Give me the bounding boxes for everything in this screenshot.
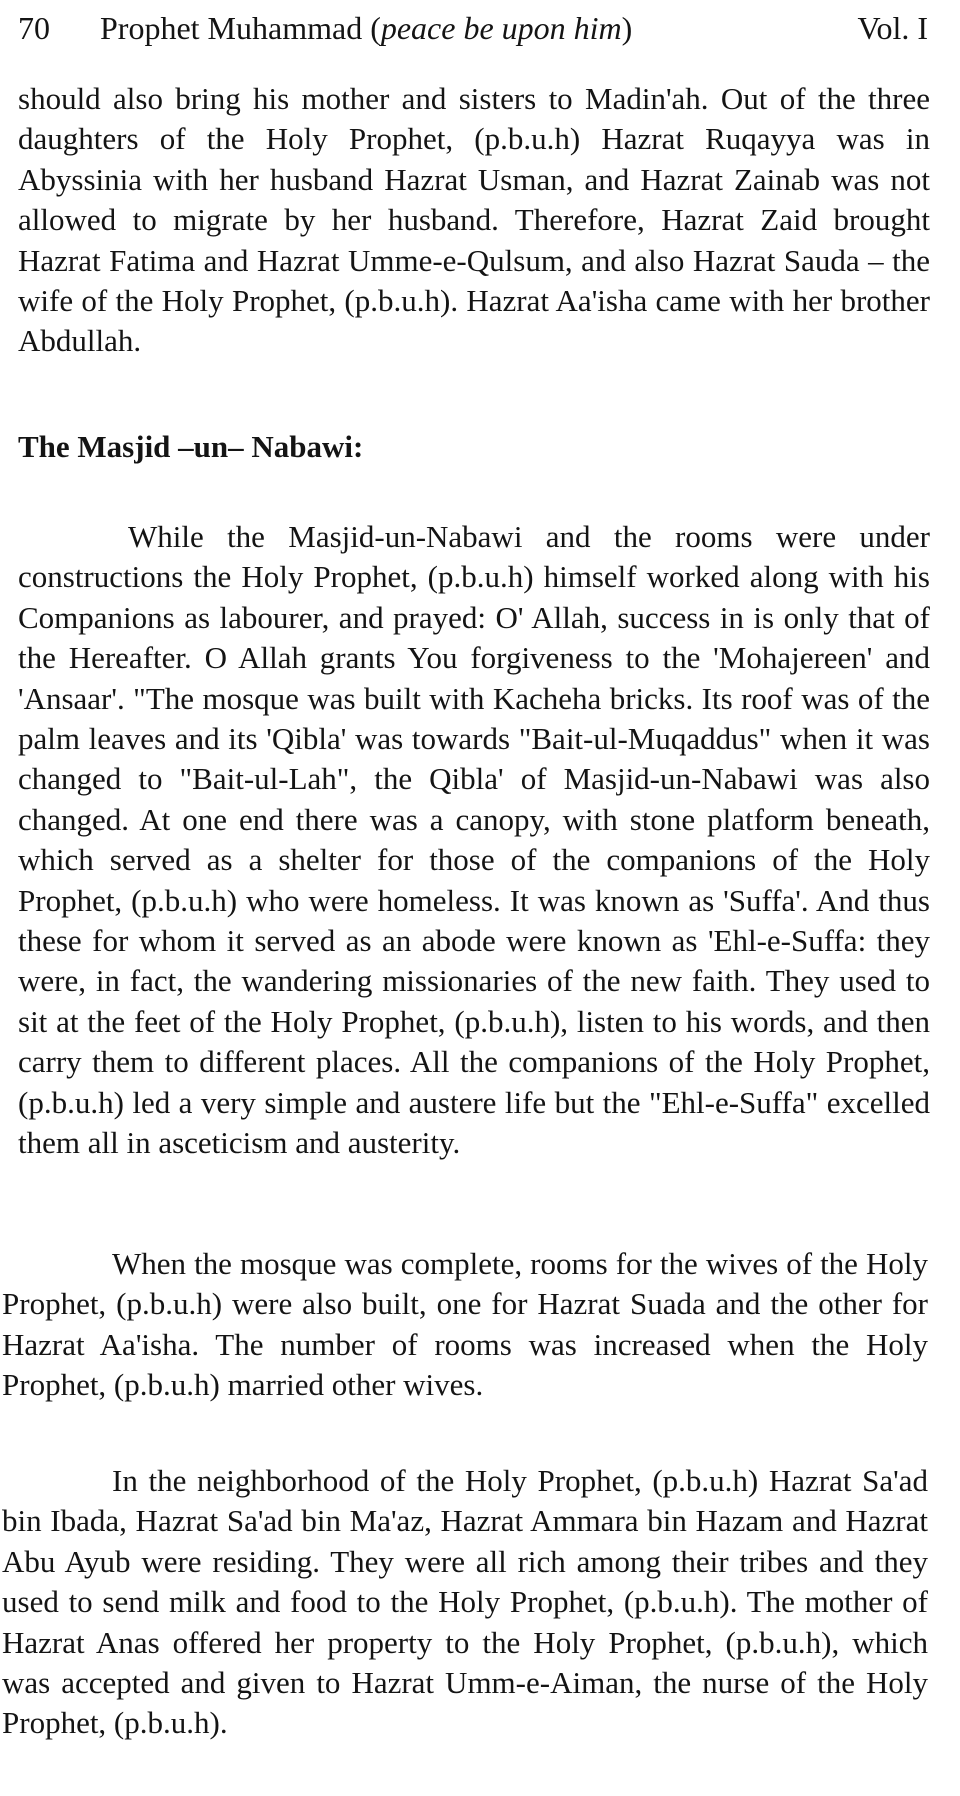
page-number: 70 [18,10,50,46]
paragraph-masjid-construction: While the Masjid-un-Nabawi and the rooms were under constructions the Holy Prophet, (p.b.u.h) himself worked along with his Companions as labourer, and prayed: O' Allah, success in is only that of the Hereafter. O Allah grants You forgiveness to the 'Mohajereen' and 'Ansaar'. "The mosque was built with Kacheha bricks. Its roof was of the palm leaves and its 'Qibla' was towards "Bait-ul-Muqaddus" when it was changed to "Bait-ul-Lah", the Qibla' of Masjid-un-Nabawi was also changed. At one end there was a canopy, with stone platform beneath, which served as a shelter for those of the companions of the Holy Prophet, (p.b.u.h) who were homeless. It was known as 'Suffa'. And thus these for whom it served as an abode were known as 'Ehl-e-Suffa: they were, in fact, the wandering missionaries of the new faith. They used to sit at the feet of the Holy Prophet, (p.b.u.h), listen to his words, and then carry them to different places. All the companions of the Holy Prophet, (p.b.u.h) led a very simple and austere life but the "Ehl-e-Suffa" excelled them all in asceticism and austerity. [18,519,930,1161]
paragraph-rooms-for-wives: When the mosque was complete, rooms for the wives of the Holy Prophet, (p.b.u.h) were also built, one for Hazrat Suada and the other for Hazrat Aa'isha. The number of rooms was increased when the Holy Prophet, (p.b.u.h) married other wives. [2,1246,928,1403]
book-title-italic: peace be upon him [380,10,622,46]
book-title-suffix: ) [621,10,633,46]
paragraph-neighborhood: In the neighborhood of the Holy Prophet, (p.b.u.h) Hazrat Sa'ad bin Ibada, Hazrat Sa'ad bin Ma'az, Hazrat Ammara bin Hazam and Hazrat Abu Ayub were residing. They were all rich among their tribes and they used to send milk and food to the Holy Prophet, (p.b.u.h). The mother of Hazrat Anas offered her property to the Holy Prophet, (p.b.u.h), which was accepted and given to Hazrat Umm-e-Aiman, the nurse of the Holy Prophet, (p.b.u.h). [2,1463,928,1741]
running-header [18,6,928,50]
section-heading: The Masjid –un– Nabawi: [18,429,364,464]
volume-label: Vol. I [857,10,928,46]
book-title-prefix: Prophet Muhammad ( [100,10,381,46]
book-title [100,6,632,50]
paragraph-migration: should also bring his mother and sisters to Madin'ah. Out of the three daughters of the Holy Prophet, (p.b.u.h) Hazrat Ruqayya was in Abyssinia with her husband Hazrat Usman, and Hazrat Zainab was not allowed to migrate by her husband. Therefore, Hazrat Zaid brought Hazrat Fatima and Hazrat Umme-e-Qulsum, and also Hazrat Sauda – the wife of the Holy Prophet, (p.b.u.h). Hazrat Aa'isha came with her brother Abdullah. [18,81,930,359]
